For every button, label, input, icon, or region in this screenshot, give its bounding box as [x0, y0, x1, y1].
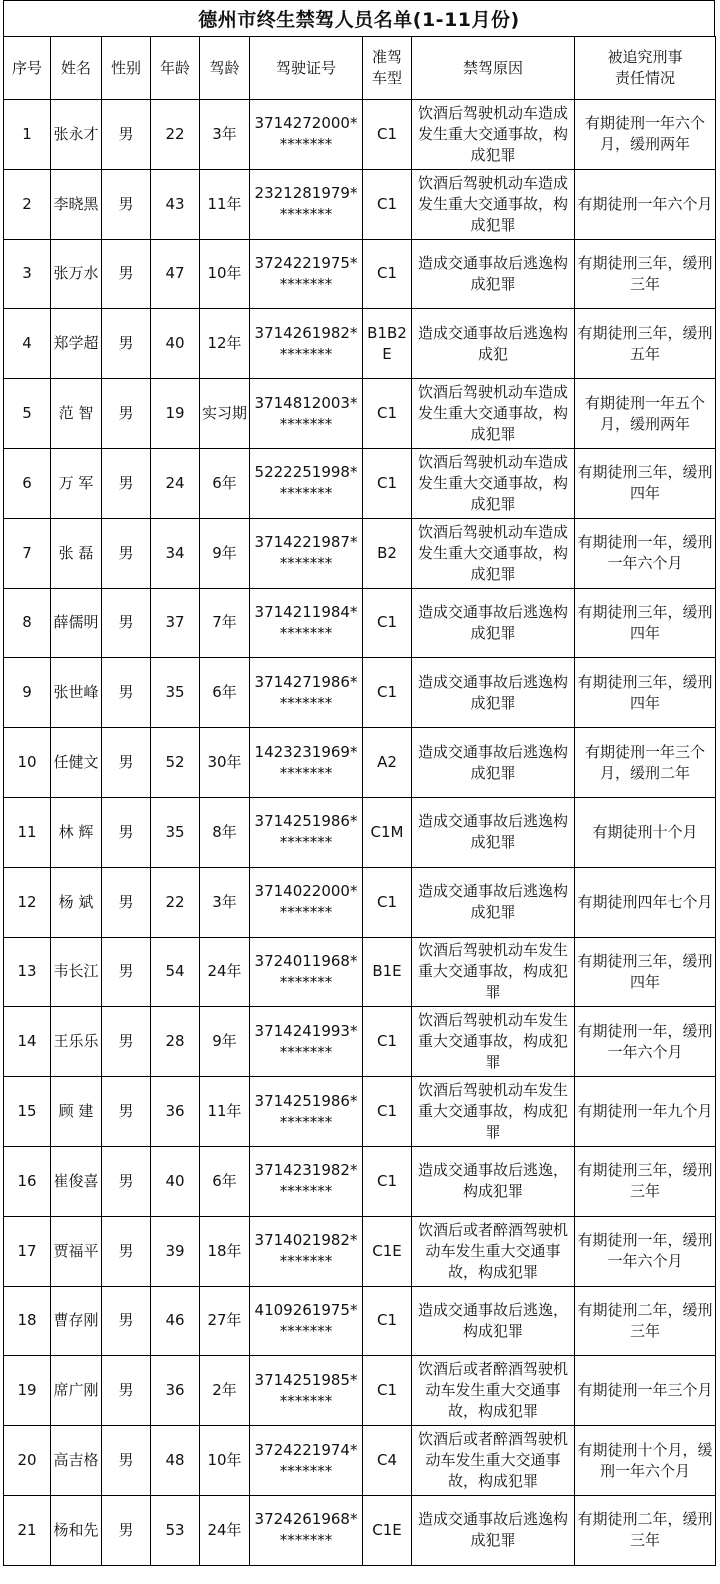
driver-sex: 男 [102, 1216, 151, 1286]
table-row [4, 728, 716, 798]
criminal-penalty: 有期徒刑一年九个月 [575, 1077, 716, 1147]
driver-age: 34 [151, 518, 200, 588]
license-number: 3714221987* ******* [250, 518, 363, 588]
criminal-penalty: 有期徒刑三年，缓刑三年 [575, 1146, 716, 1216]
license-class: C1E [363, 1216, 412, 1286]
license-class: C1 [363, 1146, 412, 1216]
license-class: C1 [363, 658, 412, 728]
table-row [4, 588, 716, 658]
criminal-penalty: 有期徒刑三年，缓刑四年 [575, 937, 716, 1007]
table-row [4, 1356, 716, 1426]
driver-age: 52 [151, 728, 200, 798]
driver-age: 39 [151, 1216, 200, 1286]
ban-reason: 饮酒后或者醉酒驾驶机动车发生重大交通事故，构成犯罪 [412, 1216, 575, 1286]
row-number: 10 [4, 728, 51, 798]
criminal-penalty: 有期徒刑二年，缓刑三年 [575, 1495, 716, 1565]
driver-age: 47 [151, 239, 200, 309]
row-number: 7 [4, 518, 51, 588]
license-number: 2321281979* ******* [250, 169, 363, 239]
ban-reason: 造成交通事故后逃逸构成犯罪 [412, 588, 575, 658]
license-number: 5222251998* ******* [250, 448, 363, 518]
license-class: C1 [363, 379, 412, 449]
driving-years: 30年 [200, 728, 250, 798]
criminal-penalty: 有期徒刑三年，缓刑四年 [575, 658, 716, 728]
row-number: 8 [4, 588, 51, 658]
driver-age: 48 [151, 1426, 200, 1496]
driver-sex: 男 [102, 1426, 151, 1496]
ban-reason: 饮酒后或者醉酒驾驶机动车发生重大交通事故，构成犯罪 [412, 1356, 575, 1426]
table-body [4, 100, 716, 1566]
driver-sex: 男 [102, 1007, 151, 1077]
license-number: 3714021982* ******* [250, 1216, 363, 1286]
driver-sex: 男 [102, 448, 151, 518]
license-number: 3714271986* ******* [250, 658, 363, 728]
driver-name: 郑学超 [51, 309, 102, 379]
table-header [4, 37, 716, 100]
driver-age: 54 [151, 937, 200, 1007]
license-class: C1 [363, 1007, 412, 1077]
driver-sex: 男 [102, 867, 151, 937]
row-number: 15 [4, 1077, 51, 1147]
ban-reason: 造成交通事故后逃逸构成犯罪 [412, 658, 575, 728]
header-row [4, 37, 716, 100]
criminal-penalty: 有期徒刑四年七个月 [575, 867, 716, 937]
criminal-penalty: 有期徒刑一年，缓刑一年六个月 [575, 1216, 716, 1286]
license-number: 3724221974* ******* [250, 1426, 363, 1496]
driver-sex: 男 [102, 518, 151, 588]
license-number: 3714241993* ******* [250, 1007, 363, 1077]
row-number: 12 [4, 867, 51, 937]
criminal-penalty: 有期徒刑一年，缓刑一年六个月 [575, 518, 716, 588]
row-number: 2 [4, 169, 51, 239]
criminal-penalty: 有期徒刑一年三个月，缓刑二年 [575, 728, 716, 798]
license-class: C1M [363, 797, 412, 867]
driver-sex: 男 [102, 1146, 151, 1216]
criminal-penalty: 有期徒刑三年，缓刑四年 [575, 448, 716, 518]
row-number: 11 [4, 797, 51, 867]
row-number: 21 [4, 1495, 51, 1565]
row-number: 19 [4, 1356, 51, 1426]
ban-reason: 饮酒后驾驶机动车造成发生重大交通事故，构成犯罪 [412, 169, 575, 239]
driving-years: 7年 [200, 588, 250, 658]
license-class: C4 [363, 1426, 412, 1496]
driver-name: 曹存刚 [51, 1286, 102, 1356]
driver-age: 36 [151, 1077, 200, 1147]
driver-name: 任健文 [51, 728, 102, 798]
row-number: 1 [4, 100, 51, 170]
row-number: 5 [4, 379, 51, 449]
ban-reason: 饮酒后驾驶机动车造成发生重大交通事故，构成犯罪 [412, 100, 575, 170]
license-class: C1 [363, 239, 412, 309]
table-row [4, 1007, 716, 1077]
license-number: 3724261968* ******* [250, 1495, 363, 1565]
driving-years: 6年 [200, 658, 250, 728]
driver-age: 43 [151, 169, 200, 239]
row-number: 18 [4, 1286, 51, 1356]
driving-years: 11年 [200, 1077, 250, 1147]
criminal-penalty: 有期徒刑十个月 [575, 797, 716, 867]
driver-name: 张永才 [51, 100, 102, 170]
driver-name: 杨和先 [51, 1495, 102, 1565]
header-age: 年龄 [151, 37, 200, 100]
ban-reason: 饮酒后驾驶机动车发生重大交通事故，构成犯罪 [412, 1007, 575, 1077]
document-title: 德州市终生禁驾人员名单(1-11月份) [3, 0, 715, 36]
ban-reason: 造成交通事故后逃逸，构成犯罪 [412, 1146, 575, 1216]
driver-sex: 男 [102, 1495, 151, 1565]
driver-sex: 男 [102, 728, 151, 798]
ban-reason: 饮酒后驾驶机动车发生重大交通事故，构成犯罪 [412, 1077, 575, 1147]
license-class: B1E [363, 937, 412, 1007]
license-class: C1 [363, 448, 412, 518]
criminal-penalty: 有期徒刑十个月，缓刑一年六个月 [575, 1426, 716, 1496]
license-number: 1423231969* ******* [250, 728, 363, 798]
table-row [4, 1286, 716, 1356]
criminal-penalty: 有期徒刑一年，缓刑一年六个月 [575, 1007, 716, 1077]
license-number: 3714231982* ******* [250, 1146, 363, 1216]
license-number: 3714251985* ******* [250, 1356, 363, 1426]
table-row [4, 658, 716, 728]
license-class: C1 [363, 1077, 412, 1147]
table-row [4, 448, 716, 518]
row-number: 14 [4, 1007, 51, 1077]
driving-years: 18年 [200, 1216, 250, 1286]
license-class: C1 [363, 169, 412, 239]
driver-name: 林 辉 [51, 797, 102, 867]
driver-age: 28 [151, 1007, 200, 1077]
table-row [4, 1077, 716, 1147]
ban-reason: 造成交通事故后逃逸构成犯罪 [412, 867, 575, 937]
table-row [4, 1426, 716, 1496]
driver-name: 王乐乐 [51, 1007, 102, 1077]
criminal-penalty: 有期徒刑一年三个月 [575, 1356, 716, 1426]
license-number: 3714272000* ******* [250, 100, 363, 170]
table-row [4, 239, 716, 309]
driving-years: 10年 [200, 239, 250, 309]
license-number: 3714261982* ******* [250, 309, 363, 379]
license-number: 3724011968* ******* [250, 937, 363, 1007]
driving-years: 6年 [200, 448, 250, 518]
driving-years: 3年 [200, 867, 250, 937]
driver-sex: 男 [102, 309, 151, 379]
license-number: 4109261975* ******* [250, 1286, 363, 1356]
criminal-penalty: 有期徒刑三年，缓刑五年 [575, 309, 716, 379]
driver-name: 杨 斌 [51, 867, 102, 937]
driver-name: 贾福平 [51, 1216, 102, 1286]
criminal-penalty: 有期徒刑三年，缓刑三年 [575, 239, 716, 309]
driver-sex: 男 [102, 797, 151, 867]
driver-name: 顾 建 [51, 1077, 102, 1147]
driving-years: 3年 [200, 100, 250, 170]
header-criminal-liability: 被追究刑事 责任情况 [575, 37, 716, 100]
table-row [4, 518, 716, 588]
license-class: B2 [363, 518, 412, 588]
ban-reason: 造成交通事故后逃逸构成犯罪 [412, 797, 575, 867]
driver-age: 36 [151, 1356, 200, 1426]
driver-age: 46 [151, 1286, 200, 1356]
driver-name: 薛儒明 [51, 588, 102, 658]
driver-name: 韦长江 [51, 937, 102, 1007]
driver-sex: 男 [102, 1286, 151, 1356]
license-class: C1 [363, 588, 412, 658]
ban-reason: 造成交通事故后逃逸构成犯罪 [412, 1495, 575, 1565]
driver-name: 张万水 [51, 239, 102, 309]
header-license-class: 准驾 车型 [363, 37, 412, 100]
table-row [4, 1216, 716, 1286]
driving-years: 12年 [200, 309, 250, 379]
header-sex: 性别 [102, 37, 151, 100]
criminal-penalty: 有期徒刑一年五个月，缓刑两年 [575, 379, 716, 449]
header-license-no: 驾驶证号 [250, 37, 363, 100]
license-class: C1E [363, 1495, 412, 1565]
table-row [4, 1146, 716, 1216]
table-row [4, 867, 716, 937]
license-class: C1 [363, 1356, 412, 1426]
table-row [4, 379, 716, 449]
table-row [4, 1495, 716, 1565]
header-no: 序号 [4, 37, 51, 100]
row-number: 6 [4, 448, 51, 518]
table-row [4, 309, 716, 379]
license-number: 3714251986* ******* [250, 797, 363, 867]
driver-age: 40 [151, 1146, 200, 1216]
driver-age: 40 [151, 309, 200, 379]
row-number: 9 [4, 658, 51, 728]
row-number: 3 [4, 239, 51, 309]
driving-years: 6年 [200, 1146, 250, 1216]
license-number: 3714022000* ******* [250, 867, 363, 937]
criminal-penalty: 有期徒刑一年六个月，缓刑两年 [575, 100, 716, 170]
driving-years: 24年 [200, 937, 250, 1007]
driver-sex: 男 [102, 658, 151, 728]
driving-years: 27年 [200, 1286, 250, 1356]
driving-years: 9年 [200, 518, 250, 588]
license-number: 3724221975* ******* [250, 239, 363, 309]
ban-reason: 造成交通事故后逃逸构成犯 [412, 309, 575, 379]
table-row [4, 100, 716, 170]
driving-years: 2年 [200, 1356, 250, 1426]
table-row [4, 169, 716, 239]
driving-years: 24年 [200, 1495, 250, 1565]
license-class: B1B2E [363, 309, 412, 379]
driving-years: 8年 [200, 797, 250, 867]
row-number: 13 [4, 937, 51, 1007]
license-number: 3714211984* ******* [250, 588, 363, 658]
driver-age: 35 [151, 797, 200, 867]
driving-years: 实习期 [200, 379, 250, 449]
ban-reason: 饮酒后驾驶机动车造成发生重大交通事故，构成犯罪 [412, 448, 575, 518]
driver-age: 22 [151, 100, 200, 170]
driving-years: 10年 [200, 1426, 250, 1496]
row-number: 17 [4, 1216, 51, 1286]
ban-reason: 造成交通事故后逃逸构成犯罪 [412, 239, 575, 309]
license-class: C1 [363, 867, 412, 937]
driver-name: 席广刚 [51, 1356, 102, 1426]
driver-age: 24 [151, 448, 200, 518]
criminal-penalty: 有期徒刑二年，缓刑三年 [575, 1286, 716, 1356]
driver-sex: 男 [102, 169, 151, 239]
table-row [4, 937, 716, 1007]
driver-sex: 男 [102, 937, 151, 1007]
driver-age: 22 [151, 867, 200, 937]
ban-reason: 饮酒后驾驶机动车发生重大交通事故，构成犯罪 [412, 937, 575, 1007]
header-name: 姓名 [51, 37, 102, 100]
ban-reason: 饮酒后驾驶机动车造成发生重大交通事故，构成犯罪 [412, 518, 575, 588]
license-number: 3714812003* ******* [250, 379, 363, 449]
driver-name: 万 军 [51, 448, 102, 518]
driver-sex: 男 [102, 100, 151, 170]
driver-age: 53 [151, 1495, 200, 1565]
ban-reason: 造成交通事故后逃逸构成犯罪 [412, 728, 575, 798]
driving-years: 9年 [200, 1007, 250, 1077]
header-driving-years: 驾龄 [200, 37, 250, 100]
ban-reason: 造成交通事故后逃逸，构成犯罪 [412, 1286, 575, 1356]
driver-name: 高吉格 [51, 1426, 102, 1496]
driver-age: 37 [151, 588, 200, 658]
driver-sex: 男 [102, 239, 151, 309]
license-number: 3714251986* ******* [250, 1077, 363, 1147]
ban-list-document [3, 0, 715, 1566]
criminal-penalty: 有期徒刑一年六个月 [575, 169, 716, 239]
driver-age: 19 [151, 379, 200, 449]
driver-name: 崔俊喜 [51, 1146, 102, 1216]
driver-name: 范 智 [51, 379, 102, 449]
driver-name: 李晓黑 [51, 169, 102, 239]
driver-name: 张 磊 [51, 518, 102, 588]
criminal-penalty: 有期徒刑三年，缓刑四年 [575, 588, 716, 658]
banned-drivers-table [3, 36, 716, 1566]
ban-reason: 饮酒后或者醉酒驾驶机动车发生重大交通事故，构成犯罪 [412, 1426, 575, 1496]
license-class: C1 [363, 100, 412, 170]
driver-sex: 男 [102, 1077, 151, 1147]
ban-reason: 饮酒后驾驶机动车造成发生重大交通事故，构成犯罪 [412, 379, 575, 449]
row-number: 16 [4, 1146, 51, 1216]
driver-sex: 男 [102, 1356, 151, 1426]
license-class: C1 [363, 1286, 412, 1356]
row-number: 4 [4, 309, 51, 379]
driver-age: 35 [151, 658, 200, 728]
driving-years: 11年 [200, 169, 250, 239]
license-class: A2 [363, 728, 412, 798]
header-ban-reason: 禁驾原因 [412, 37, 575, 100]
driver-sex: 男 [102, 379, 151, 449]
driver-name: 张世峰 [51, 658, 102, 728]
row-number: 20 [4, 1426, 51, 1496]
driver-sex: 男 [102, 588, 151, 658]
table-row [4, 797, 716, 867]
